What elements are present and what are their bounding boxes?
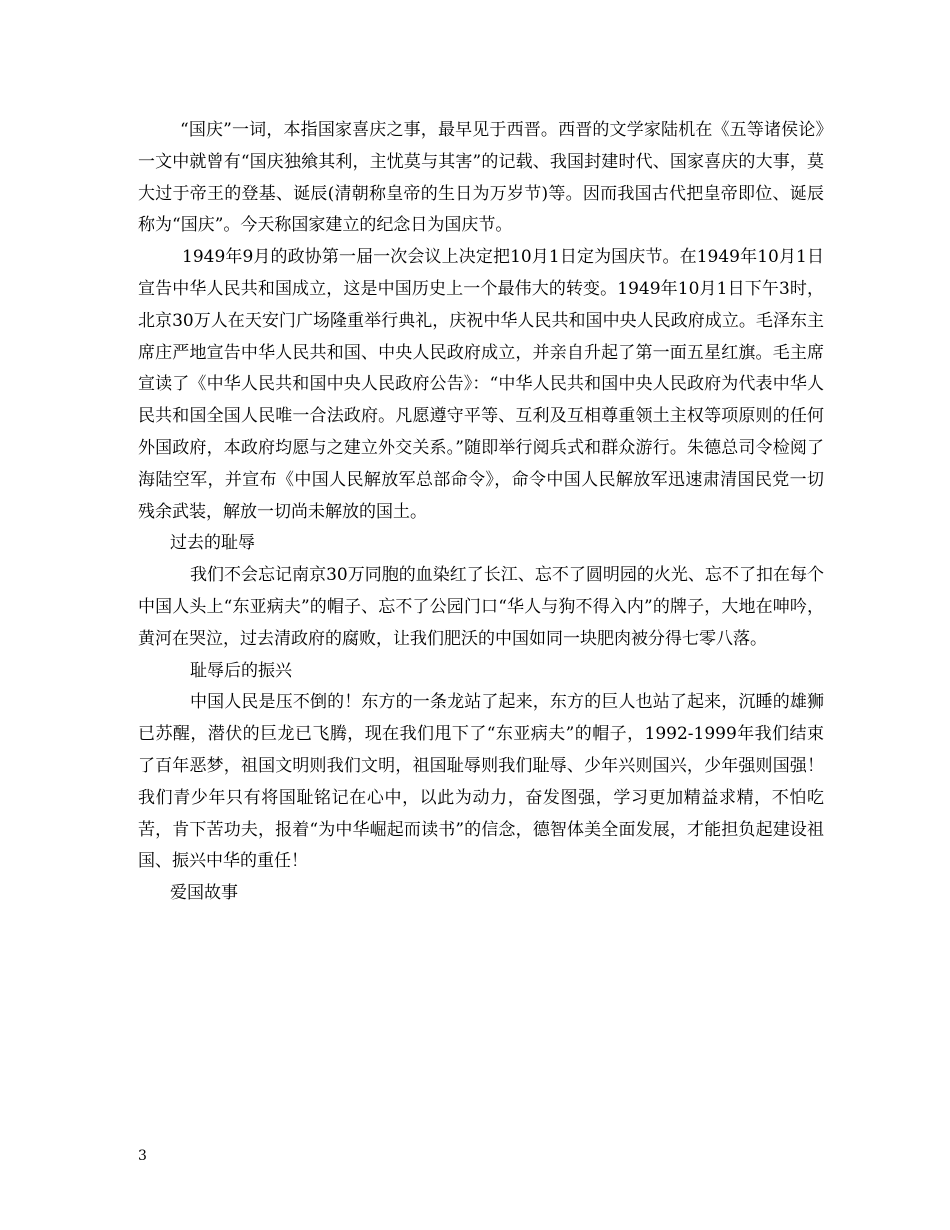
heading-revival: 耻辱后的振兴 [190, 660, 292, 681]
paragraph-founding-1949: 1949年9月的政协第一届一次会议上决定把10月1日定为国庆节。在1949年10月1日宣告中华人民共和国成立，这是中国历史上一个最伟大的转变。1949年10月1日下午3时，北京30万人在天安门广场隆重举行典礼，庆祝中华人民共和国中央人民政府成立。毛泽东主席庄严地宣告中华人民共和国、中央人民政府成立，并亲自升起了第一面五星红旗。毛主席宣读了《中华人民共和国中央人民政府公告》：“中华人民共和国中央人民政府为代表中华人民共和国全国人民唯一合法政府。凡愿遵守平等、互利及互相尊重领土主权等项原则的任何外国政府，本政府均愿与之建立外交关系。”随即举行阅兵式和群众游行。朱德总司令检阅了海陆空军，并宣布《中国人民解放军总部命令》，命令中国人民解放军迅速肃清国民党一切残余武装，解放一切尚未解放的国土。 [138, 247, 824, 522]
heading-past-humiliation: 过去的耻辱 [170, 533, 255, 554]
document-body [138, 115, 824, 910]
heading-patriotic-stories: 爱国故事 [170, 883, 238, 904]
paragraph-past-humiliation: 我们不会忘记南京30万同胞的血染红了长江、忘不了圆明园的火光、忘不了扣在每个中国人头上“东亚病夫”的帽子、忘不了公园门口“华人与狗不得入内”的牌子，大地在呻吟，黄河在哭泣，过去清政府的腐败，让我们肥沃的中国如同一块肥肉被分得七零八落。 [138, 565, 824, 649]
paragraph-guoqing-origin: “国庆”一词，本指国家喜庆之事，最早见于西晋。西晋的文学家陆机在《五等诸侯论》一文中就曾有“国庆独飨其利，主忧莫与其害”的记载、我国封建时代、国家喜庆的大事，莫大过于帝王的登基、诞辰(清朝称皇帝的生日为万岁节)等。因而我国古代把皇帝即位、诞辰称为“国庆”。今天称国家建立的纪念日为国庆节。 [138, 120, 824, 236]
paragraph-revival: 中国人民是压不倒的！东方的一条龙站了起来，东方的巨人也站了起来，沉睡的雄狮已苏醒，潜伏的巨龙已飞腾，现在我们甩下了“东亚病夫”的帽子，1992-1999年我们结束了百年恶梦，祖国文明则我们文明，祖国耻辱则我们耻辱、少年兴则国兴，少年强则国强！我们青少年只有将国耻铭记在心中，以此为动力，奋发图强，学习更加精益求精，不怕吃苦，肯下苦功夫，报着“为中华崛起而读书”的信念，德智体美全面发展，才能担负起建设祖国、振兴中华的重任！ [138, 692, 824, 872]
page-number: 3 [138, 1148, 147, 1164]
